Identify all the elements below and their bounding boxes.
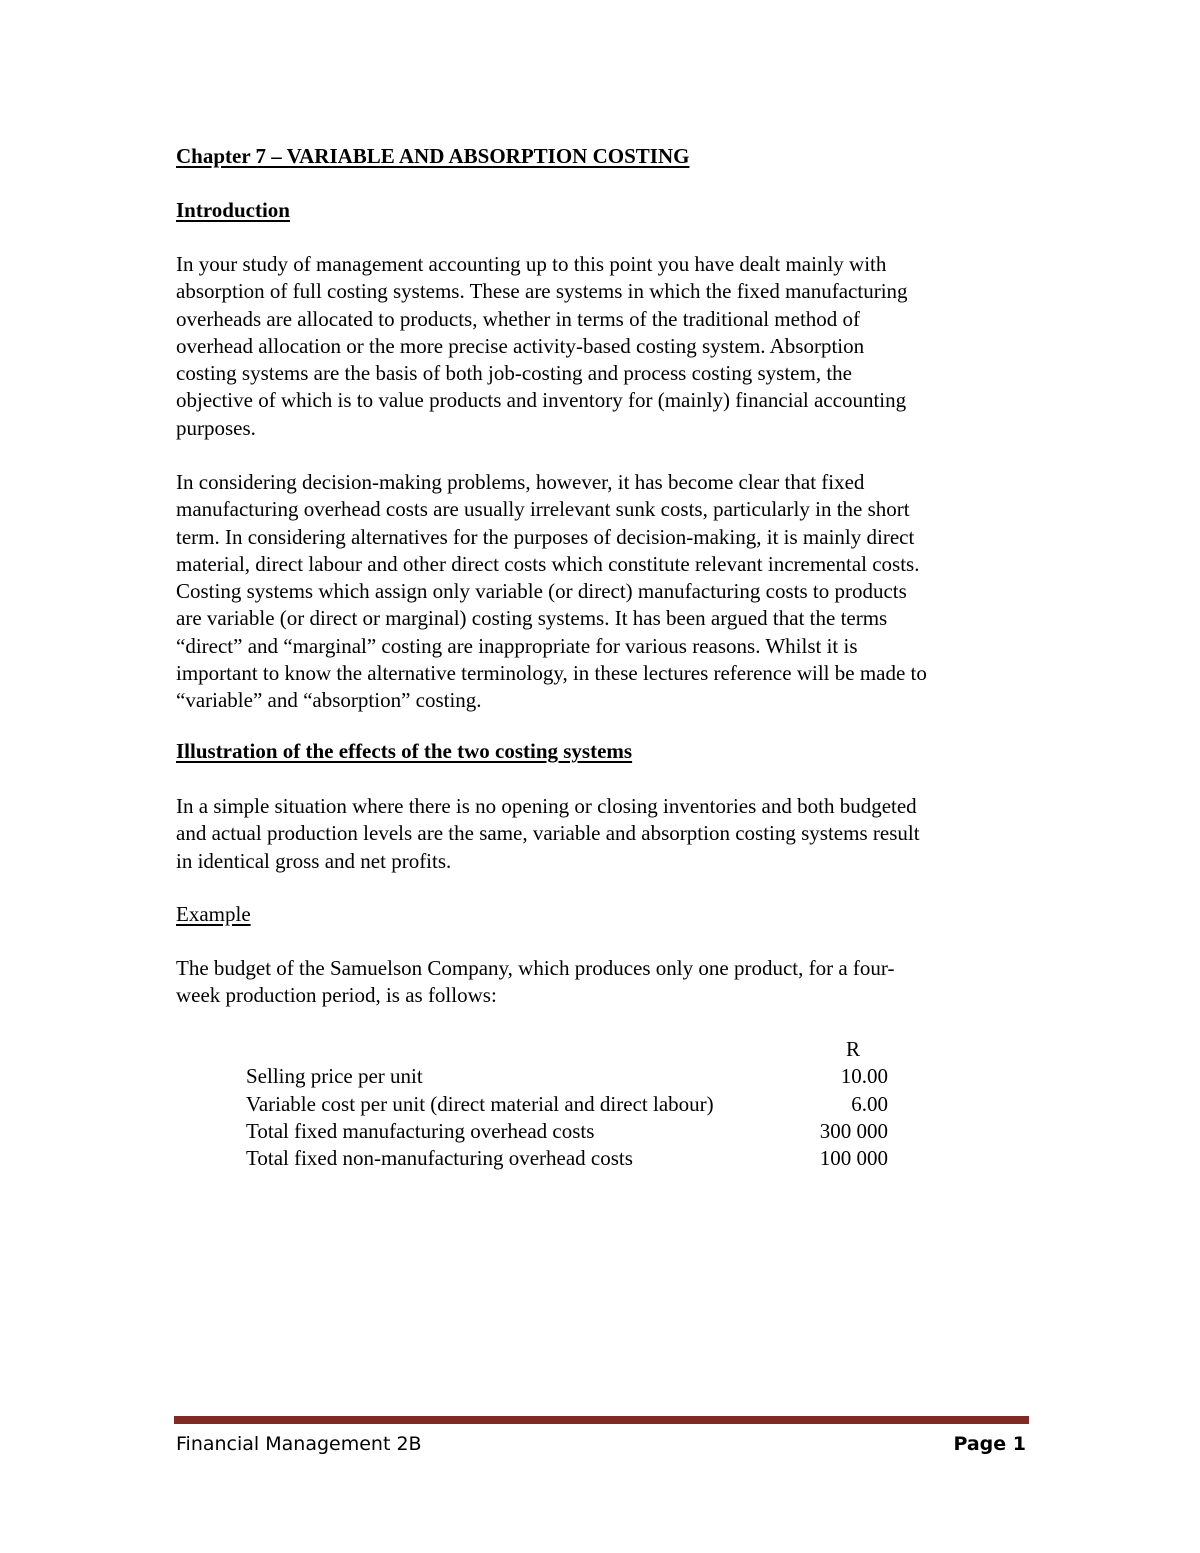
budget-intro-line: The budget of the Samuelson Company, which produces only one product, for a four- <box>176 956 895 980</box>
budget-label-header <box>246 1036 806 1063</box>
intro-line: costing systems are the basis of both job-costing and process costing system, the <box>176 361 852 386</box>
decision-paragraph <box>176 469 1036 715</box>
budget-row-label: Total fixed manufacturing overhead costs <box>246 1118 595 1143</box>
footer-course-name: Financial Management 2B <box>176 1433 422 1455</box>
footer-rule <box>174 1416 1029 1424</box>
currency-header: R <box>845 1037 860 1061</box>
footer-page-number: Page 1 <box>953 1433 1026 1455</box>
budget-row-amount: 300 000 <box>819 1118 888 1143</box>
budget-intro-line: week production period, is as follows: <box>176 983 497 1008</box>
decision-line: material, direct labour and other direct costs which constitute relevant incremental costs. <box>176 551 920 576</box>
table-row <box>246 1091 888 1118</box>
table-row <box>246 1118 888 1145</box>
chapter-title: Chapter 7 – VARIABLE AND ABSORPTION COSTING <box>176 144 690 168</box>
budget-row-label: Selling price per unit <box>246 1064 423 1089</box>
table-row <box>246 1145 888 1172</box>
decision-line: important to know the alternative terminology, in these lectures reference will be made to <box>176 661 927 686</box>
decision-line: Costing systems which assign only variable (or direct) manufacturing costs to products <box>176 579 907 604</box>
intro-line: overhead allocation or the more precise activity-based costing system. Absorption <box>176 333 865 358</box>
budget-table <box>246 1036 888 1172</box>
table-row <box>246 1063 888 1090</box>
intro-line: objective of which is to value products and inventory for (mainly) financial accounting <box>176 388 907 413</box>
budget-row-amount: 10.00 <box>840 1064 888 1089</box>
decision-line: In considering decision-making problems, however, it has become clear that fixed <box>176 470 865 494</box>
decision-line: are variable (or direct or marginal) costing systems. It has been argued that the terms <box>176 606 888 631</box>
decision-line: manufacturing overhead costs are usually irrelevant sunk costs, particularly in the short <box>176 497 910 522</box>
decision-line: “direct” and “marginal” costing are inappropriate for various reasons. Whilst it is <box>176 633 858 658</box>
budget-row-label: Variable cost per unit (direct material and direct labour) <box>246 1091 714 1116</box>
illustration-heading: Illustration of the effects of the two costing systems <box>176 739 633 763</box>
illustration-paragraph <box>176 793 1036 875</box>
budget-row-label: Total fixed non-manufacturing overhead costs <box>246 1146 633 1171</box>
budget-row-amount: 100 000 <box>819 1146 888 1171</box>
budget-row-amount: 6.00 <box>851 1091 888 1116</box>
illustration-line: and actual production levels are the same, variable and absorption costing systems result <box>176 821 920 846</box>
example-label: Example <box>176 902 251 926</box>
decision-line: term. In considering alternatives for the purposes of decision-making, it is mainly direct <box>176 524 915 549</box>
budget-table-header-row <box>246 1036 888 1063</box>
intro-line: overheads are allocated to products, whether in terms of the traditional method of <box>176 306 861 331</box>
intro-line: purposes. <box>176 415 256 440</box>
intro-line: In your study of management accounting up to this point you have dealt mainly with <box>176 252 887 276</box>
intro-line: absorption of full costing systems. These are systems in which the fixed manufacturing <box>176 279 908 304</box>
illustration-line: In a simple situation where there is no opening or closing inventories and both budgeted <box>176 794 917 818</box>
intro-paragraph <box>176 251 1036 442</box>
intro-heading: Introduction <box>176 198 290 222</box>
decision-line: “variable” and “absorption” costing. <box>176 688 482 713</box>
illustration-line: in identical gross and net profits. <box>176 848 452 873</box>
budget-intro-paragraph <box>176 955 1036 1010</box>
